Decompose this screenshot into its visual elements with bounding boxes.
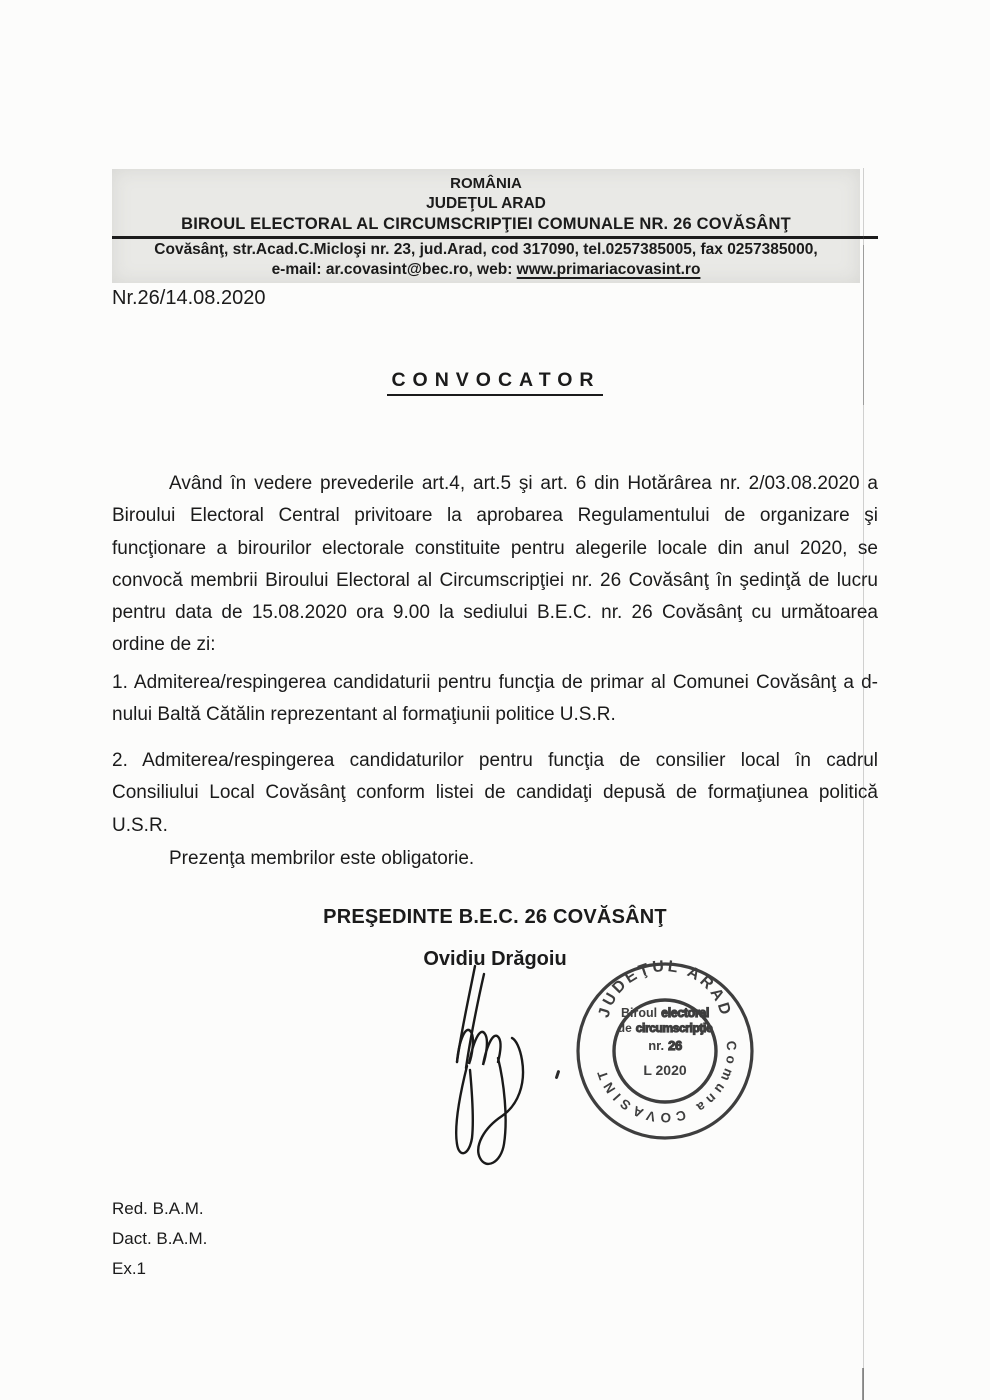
footer-redactor: Red. B.A.M.: [112, 1199, 204, 1218]
footer-copies: Ex.1: [112, 1259, 147, 1278]
footer-typist: Dact. B.A.M.: [112, 1229, 208, 1248]
handwritten-signature: [428, 962, 573, 1177]
scan-artifact-line-dark: [863, 245, 864, 405]
letterhead-country: ROMÂNIA: [450, 175, 522, 192]
letterhead-address: Covăsânţ, str.Acad.C.Micloşi nr. 23, jud.Arad, cod 317090, tel.0257385005, fax 0257385000,: [154, 241, 818, 258]
letterhead-county: JUDEŢUL ARAD: [426, 195, 546, 212]
president-title: PREŞEDINTE B.E.C. 26 COVĂSÂNŢ: [323, 906, 667, 928]
document-title: CONVOCATOR: [387, 369, 602, 396]
intro-paragraph: Având în vedere prevederile art.4, art.5 şi art. 6 din Hotărârea nr. 2/03.08.2020 a Biroului Electoral Central privitoare la aprobarea Regulamentului de organizare şi funcţionare a birourilor electorale constituite pentru alegerile locale din anul 2020, se convocă membrii Biroului Electoral al Circumscripţiei nr. 26 Covăsânţ în şedinţă de lucru pentru data de 15.08.2020 ora 9.00 la sediului B.E.C. nr. 26 Covăsânţ cu următoarea ordine de zi:: [112, 473, 878, 656]
official-round-stamp: [567, 953, 763, 1149]
letterhead-divider: [112, 236, 878, 239]
signature-stroke: [456, 1066, 473, 1153]
stamp-center-line-1: Biroul electoral: [621, 1006, 709, 1020]
document-title-wrap: [112, 369, 878, 392]
agenda-item-1: 1. Admiterea/respingerea candidaturii pentru funcţia de primar al Comunei Covăsânţ a d-nului Baltă Cătălin reprezentant al formaţiunii politice U.S.R.: [112, 672, 878, 726]
scan-artifact-line-dark-bottom: [862, 1368, 864, 1400]
letterhead-contact: [112, 261, 860, 279]
signature-stroke: [466, 974, 484, 1068]
stamp-ring-top-text: JUDEŢUL ARAD: [595, 957, 735, 1020]
stamp-date-line: L 2020: [643, 1062, 687, 1078]
letterhead-email: e-mail: ar.covasint@bec.ro, web:: [271, 261, 517, 278]
stamp-ring-bottom-text: Comuna COVASINT: [593, 1040, 740, 1126]
letterhead-website: www.primariacovasint.ro: [516, 261, 701, 278]
stamp-center-line-2: de circumscripţie: [617, 1021, 713, 1035]
document-number: Nr.26/14.08.2020: [112, 287, 266, 309]
footer-block: [112, 1194, 207, 1284]
president-name: Ovidiu Drăgoiu: [423, 948, 567, 970]
stamp-center-line-3: nr. 26: [648, 1038, 682, 1053]
letterhead-institution: BIROUL ELECTORAL AL CIRCUMSCRIPŢIEI COMUNALE NR. 26 COVĂSÂNŢ: [181, 215, 791, 233]
presence-note: Prezenţa membrilor este obligatorie.: [169, 848, 475, 869]
signature-stroke: [457, 1030, 501, 1065]
letterhead-box: [112, 169, 860, 283]
agenda-item-2: 2. Admiterea/respingerea candidaturilor pentru funcţia de consilier local în cadrul Consiliului Local Covăsânţ conform listei de candidaţi depusă de formaţiunea politică U.S.R.: [112, 750, 878, 836]
